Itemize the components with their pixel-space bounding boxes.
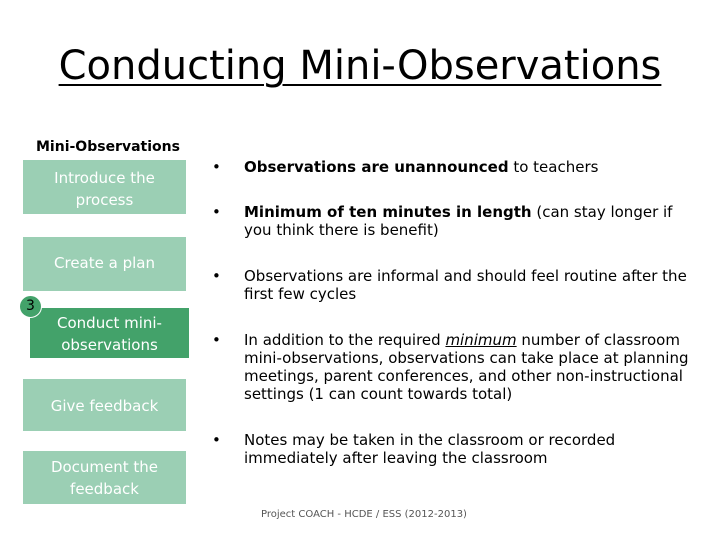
- bullet-bold-text: Observations are unannounced: [244, 158, 509, 176]
- step-number-badge: 3: [19, 295, 42, 318]
- bullet-text: [244, 331, 698, 403]
- bullet-emphasis-text: minimum: [445, 331, 517, 349]
- bullet-rest-text: to teachers: [508, 158, 599, 176]
- bullet-marker: •: [212, 158, 221, 176]
- bullet-marker: •: [212, 203, 221, 221]
- bullet-pre-text: In addition to the required: [244, 331, 446, 349]
- footer-credit: Project COACH - HCDE / ESS (2012-2013): [261, 509, 467, 520]
- bullet-bold-text: Minimum of ten minutes in length: [244, 203, 532, 221]
- bullet-text: [244, 203, 698, 239]
- page-title: Conducting Mini-Observations: [58, 43, 662, 89]
- sidebar-heading: Mini-Observations: [36, 139, 180, 155]
- bullet-marker: •: [212, 331, 221, 349]
- step-conduct-mini-observations: Conduct mini-observations: [30, 308, 189, 358]
- bullet-marker: •: [212, 267, 221, 285]
- step-give-feedback: Give feedback: [23, 379, 186, 431]
- step-document-feedback: Document the feedback: [23, 451, 186, 504]
- bullet-text: Notes may be taken in the classroom or recorded immediately after leaving the classroom: [244, 431, 616, 467]
- step-create-plan: Create a plan: [23, 237, 186, 291]
- bullet-marker: •: [212, 431, 221, 449]
- step-introduce-process: Introduce the process: [23, 160, 186, 214]
- bullet-post-text: number of classroom mini-observations, observations can take place at planning meetings, parent conferences, and other non-instructional settings (1 can count towards total): [244, 331, 689, 403]
- bullet-text: [244, 158, 698, 176]
- bullet-text: Observations are informal and should feel routine after the first few cycles: [244, 267, 687, 303]
- bullet-rest-text: (can stay longer if you think there is benefit): [244, 203, 673, 239]
